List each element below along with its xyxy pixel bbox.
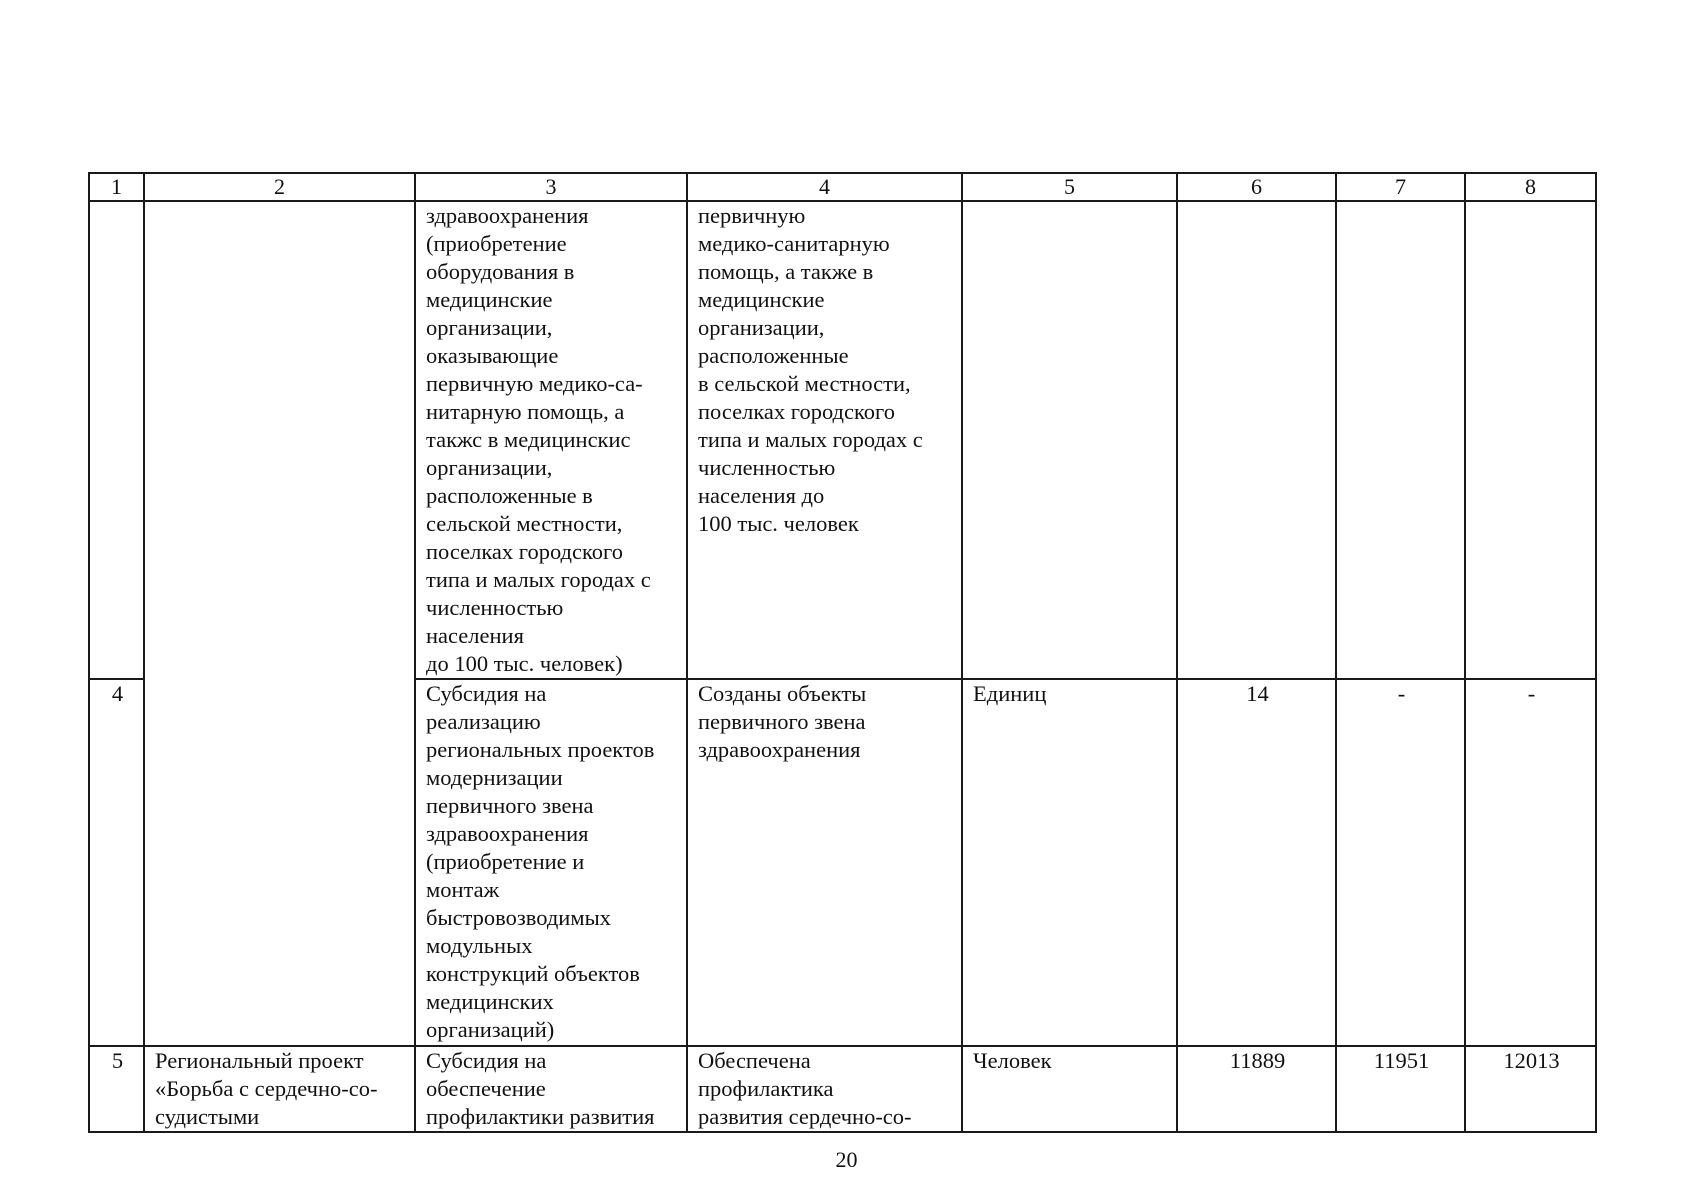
value-2020-cell — [1177, 201, 1336, 679]
project-name-cell — [144, 201, 415, 1046]
header-cell-4: 4 — [687, 173, 962, 201]
page-number: 20 — [835, 1147, 858, 1172]
row-number-cell — [89, 201, 144, 679]
value-2022-cell: 12013 — [1465, 1046, 1596, 1132]
table-header-row — [89, 173, 1596, 201]
header-cell-1: 1 — [89, 173, 144, 201]
header-cell-7: 7 — [1336, 173, 1465, 201]
table-row — [89, 201, 1596, 679]
subsidy-cell: Субсидия на реализацию региональных проектов модернизации первичного звена здравоохранения (приобретение и монтаж быстровозводимых модульных конструкций объектов медицинских организаций) — [415, 679, 687, 1046]
result-cell: Созданы объекты первичного звена здравоохранения — [687, 679, 962, 1046]
unit-cell — [962, 201, 1177, 679]
value-2020-cell: 14 — [1177, 679, 1336, 1046]
header-cell-2: 2 — [144, 173, 415, 201]
value-2022-cell — [1465, 201, 1596, 679]
value-2021-cell — [1336, 201, 1465, 679]
header-cell-3: 3 — [415, 173, 687, 201]
value-2021-cell: - — [1336, 679, 1465, 1046]
header-cell-6: 6 — [1177, 173, 1336, 201]
unit-cell: Единиц — [962, 679, 1177, 1046]
result-cell: Обеспечена профилактика развития сердечно-со- — [687, 1046, 962, 1132]
data-table — [88, 172, 1597, 1133]
unit-cell: Человек — [962, 1046, 1177, 1132]
header-cell-5: 5 — [962, 173, 1177, 201]
header-cell-8: 8 — [1465, 173, 1596, 201]
subsidy-cell: Субсидия на обеспечение профилактики развития — [415, 1046, 687, 1132]
row-number-cell: 4 — [89, 679, 144, 1046]
subsidy-cell: здравоохранения (приобретение оборудования в медицинские организации, оказывающие первичную медико-са- нитарную помощь, а такжс в медицинскис организации, расположенные в сельской местности, поселках городского типа и малых городах с численностью населения до 100 тыс. человек) — [415, 201, 687, 679]
table-row — [89, 1046, 1596, 1132]
row-number-cell: 5 — [89, 1046, 144, 1132]
value-2020-cell: 11889 — [1177, 1046, 1336, 1132]
project-name-cell: Региональный проект «Борьба с сердечно-со- судистыми — [144, 1046, 415, 1132]
result-cell: первичную медико-санитарную помощь, а также в медицинские организации, расположенные в сельской местности, поселках городского типа и малых городах с численностью населения до 100 тыс. человек — [687, 201, 962, 679]
value-2021-cell: 11951 — [1336, 1046, 1465, 1132]
value-2022-cell: - — [1465, 679, 1596, 1046]
